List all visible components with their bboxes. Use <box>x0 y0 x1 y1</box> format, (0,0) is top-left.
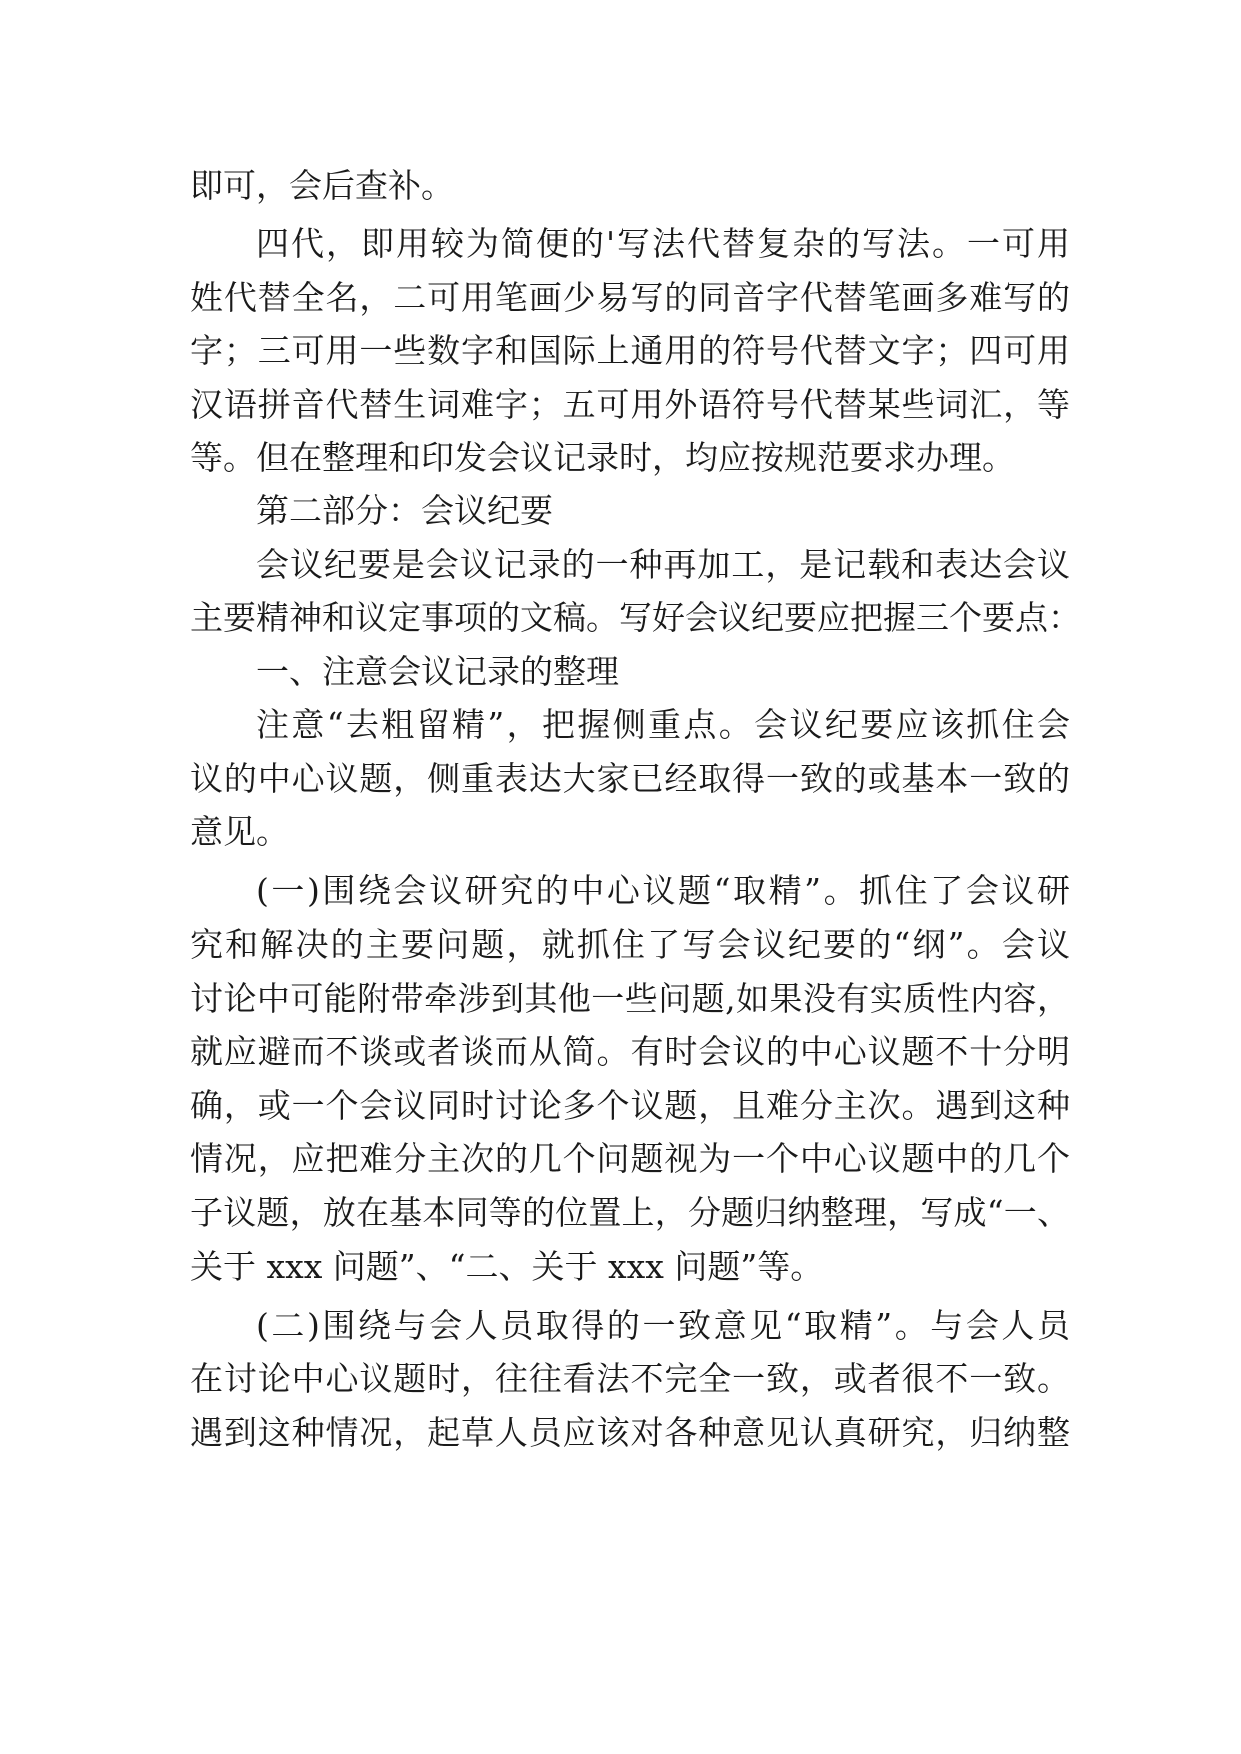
text-line: 意见。 <box>190 812 289 851</box>
text-line: 确，或一个会议同时讨论多个议题，且难分主次。遇到这种 <box>190 1086 1070 1125</box>
text-line: 注意“去粗留精”，把握侧重点。会议纪要应该抓住会 <box>256 705 1070 744</box>
text-line: 关于 xxx 问题”、“二、关于 xxx 问题”等。 <box>190 1247 824 1286</box>
text-line: 遇到这种情况，起草人员应该对各种意见认真研究，归纳整 <box>190 1413 1070 1452</box>
text-line: 究和解决的主要问题，就抓住了写会议纪要的“纲”。会议 <box>190 925 1070 964</box>
text-line: 主要精神和议定事项的文稿。写好会议纪要应把握三个要点： <box>190 598 1081 637</box>
text-line: 四代，即用较为简便的'写法代替复杂的写法。一可用 <box>256 224 1070 263</box>
text-line: 即可，会后查补。 <box>190 166 454 205</box>
text-line: 会议纪要是会议记录的一种再加工，是记载和表达会议 <box>256 545 1070 584</box>
subsection-heading: 一、注意会议记录的整理 <box>256 652 619 691</box>
text-line: (二)围绕与会人员取得的一致意见“取精”。与会人员 <box>256 1306 1070 1345</box>
text-line: 情况，应把难分主次的几个问题视为一个中心议题中的几个 <box>190 1139 1070 1178</box>
text-line: 汉语拼音代替生词难字；五可用外语符号代替某些词汇，等 <box>190 385 1070 424</box>
text-line: 议的中心议题，侧重表达大家已经取得一致的或基本一致的 <box>190 759 1070 798</box>
text-line: (一)围绕会议研究的中心议题“取精”。抓住了会议研 <box>256 871 1070 910</box>
text-line: 就应避而不谈或者谈而从简。有时会议的中心议题不十分明 <box>190 1032 1070 1071</box>
text-line: 等。但在整理和印发会议记录时，均应按规范要求办理。 <box>190 438 1015 477</box>
text-line: 在讨论中心议题时，往往看法不完全一致，或者很不一致。 <box>190 1359 1070 1398</box>
text-line: 子议题，放在基本同等的位置上，分题归纳整理，写成“一、 <box>190 1193 1070 1232</box>
section-heading: 第二部分：会议纪要 <box>256 491 553 530</box>
text-line: 字；三可用一些数字和国际上通用的符号代替文字；四可用 <box>190 331 1070 370</box>
text-line: 讨论中可能附带牵涉到其他一些问题,如果没有实质性内容， <box>190 979 1070 1018</box>
text-line: 姓代替全名，二可用笔画少易写的同音字代替笔画多难写的 <box>190 278 1070 317</box>
